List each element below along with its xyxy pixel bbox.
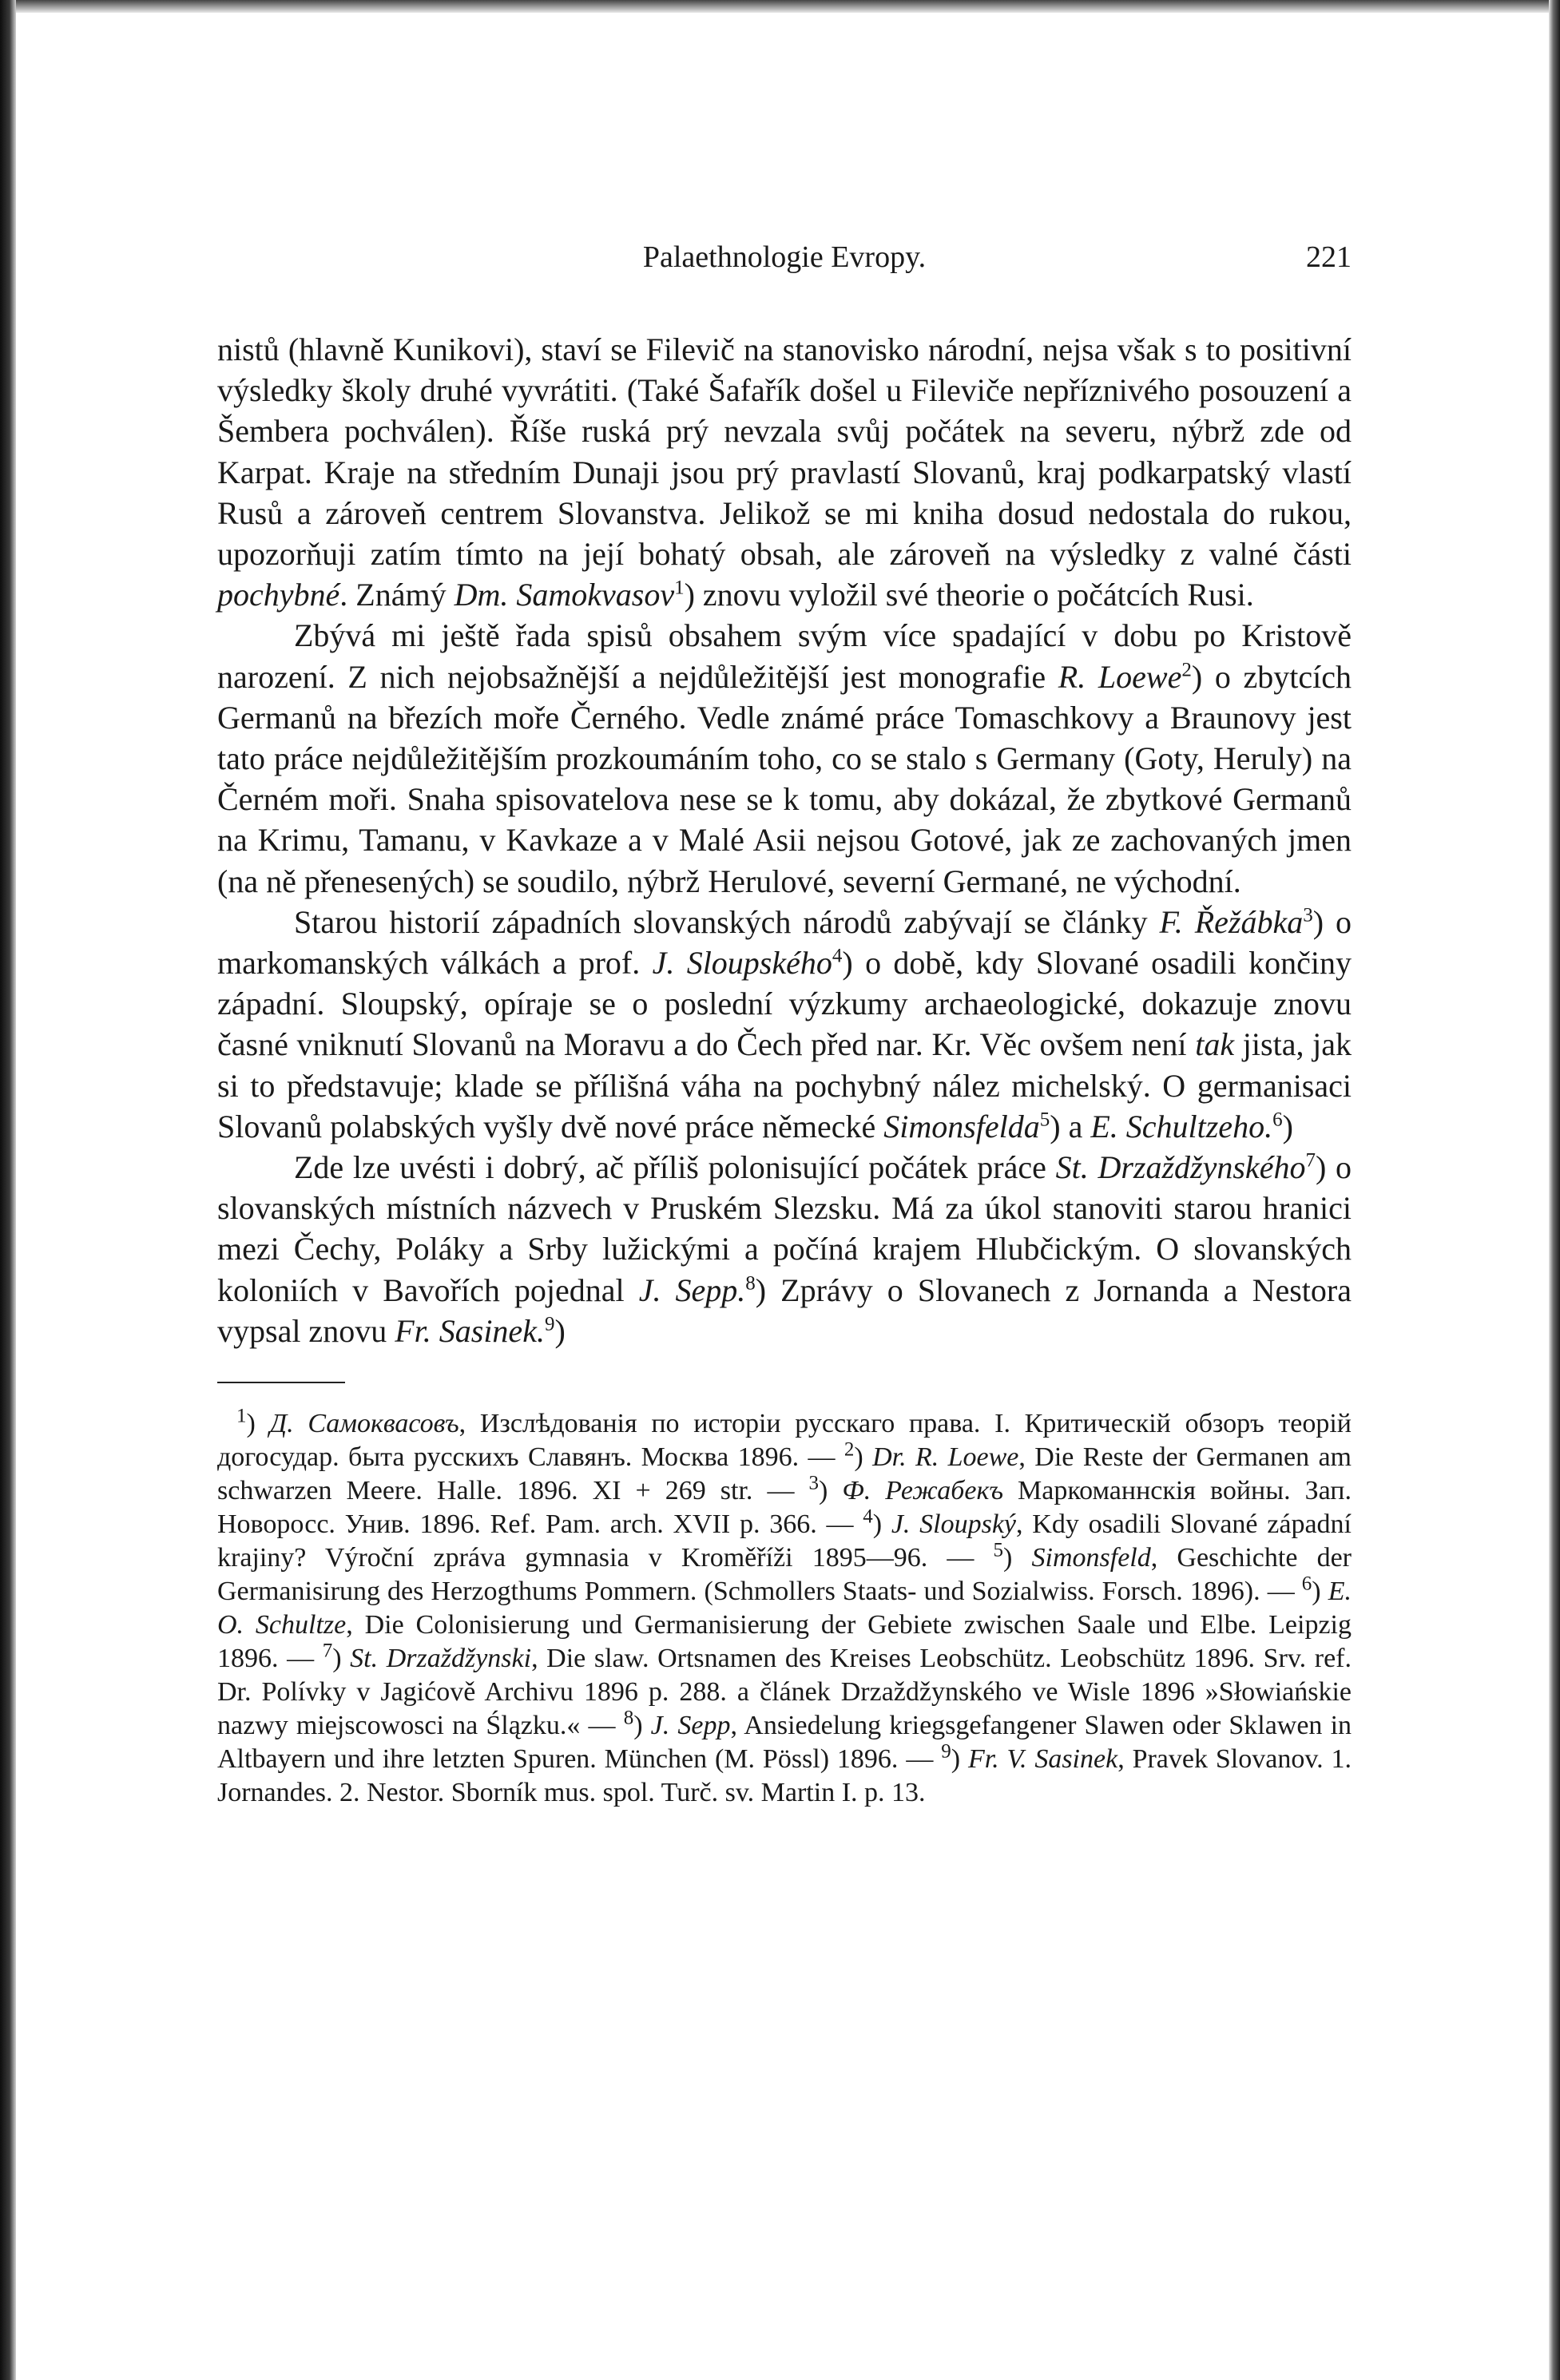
text-run: ) — [872, 1509, 891, 1540]
text-run: , Изслѣдованія по исторіи русскаго права. I. Критическій обзоръ теорій догосудар. быта русскихъ Славянъ. Москва 1896. — — [217, 1409, 1352, 1473]
footnote-number: 8 — [623, 1707, 634, 1729]
text-run: , Geschichte der Germanisirung des Herzogthums Pommern. (Schmollers Staats- und Sozialwiss. Forsch. 1896). — — [217, 1543, 1352, 1607]
footnote-ref: 9 — [544, 1313, 555, 1335]
author-name: J. Sepp. — [638, 1271, 746, 1308]
author-name: E. O. Schultze — [217, 1577, 1352, 1640]
footnote-number: 4 — [863, 1505, 873, 1528]
running-title: Palaethnologie Evropy. — [642, 240, 927, 274]
author-name: J. Sloupského — [652, 945, 832, 982]
author-name: Simonsfelda — [883, 1108, 1040, 1144]
text-run: jista, jak si to představuje; klade se přílišná váha na pochybný nález michelský. O germanisaci Slovanů polabských vyšly dvě nové práce německé — [217, 1026, 1352, 1144]
text-run: Zde lze uvésti i dobrý, ač příliš polonisující počátek práce — [294, 1149, 1056, 1186]
author-name: R. Loewe — [1058, 658, 1182, 695]
text-run: , Kdy osadili Slované západní krajiny? Výroční zpráva gymnasia v Kroměříži 1895—96. — — [217, 1509, 1352, 1573]
main-text — [217, 329, 1352, 1351]
page-edge-top — [0, 0, 1560, 13]
italic-run: tak — [1195, 1026, 1235, 1063]
footnote-number: 1 — [236, 1405, 247, 1427]
author-name: F. Řežábka — [1159, 903, 1304, 940]
text-run: ) o markomanských válkách a prof. — [217, 903, 1352, 982]
text-run: ) — [1003, 1543, 1032, 1573]
text-run: ) o slovanských místních názvech v Pruském Slezsku. Má za úkol stanoviti starou hranici mezi Čechy, Poláky a Srby lužickými a počíná krajem Hlubčickým. O slovanských koloniích v Bavořích pojednal — [217, 1149, 1352, 1308]
text-run: ) — [332, 1644, 351, 1674]
author-name: J. Sloupský — [891, 1509, 1017, 1540]
text-run: , Pravek Slovanov. 1. Jornandes. 2. Nestor. Sborník mus. spol. Turč. sv. Martin I. p. 13. — [217, 1744, 1352, 1808]
text-run: ) — [1282, 1108, 1293, 1144]
footnote-ref: 6 — [1272, 1109, 1283, 1131]
footnote-separator — [217, 1382, 345, 1383]
author-name: Д. Самоквасовъ — [269, 1409, 459, 1439]
text-run: Маркоманнскія войны. Зап. Новоросс. Унив. 1896. Ref. Pam. arch. XVII p. 366. — — [217, 1476, 1352, 1540]
footnotes — [217, 1407, 1352, 1810]
text-run: , Die Colonisierung und Germanisierung der Gebiete zwischen Saale und Elbe. Leipzig 1896. — — [217, 1610, 1352, 1674]
author-name: Simonsfeld — [1031, 1543, 1151, 1573]
text-run: , Die Reste der Germanen am schwarzen Meere. Halle. 1896. XI + 269 str. — — [217, 1442, 1352, 1506]
footnote-ref: 5 — [1039, 1109, 1050, 1131]
footnote-ref: 4 — [832, 945, 843, 967]
footnote-ref: 8 — [745, 1272, 756, 1295]
text-run: ) — [554, 1312, 566, 1349]
running-header — [217, 240, 1352, 288]
italic-run: pochybné — [217, 577, 340, 613]
text-run: ) o době, kdy Slované osadili končiny západní. Sloupský, opíraje se o poslední výzkumy archaeologické, dokazuje znovu časné vniknutí Slovanů na Moravu a do Čech před nar. Kr. Věc ovšem není — [217, 945, 1352, 1063]
author-name: E. Schultzeho. — [1090, 1108, 1273, 1144]
book-page — [217, 240, 1352, 1810]
author-name: J. Sepp — [650, 1711, 731, 1741]
text-run: ) — [854, 1442, 873, 1473]
author-name: Ф. Режабекъ — [842, 1476, 1003, 1506]
page-edge-right — [1549, 0, 1560, 2380]
footnote-ref: 7 — [1305, 1149, 1316, 1172]
page-edge-left — [0, 0, 16, 2380]
text-run: ) a — [1050, 1108, 1091, 1144]
footnote-number: 5 — [993, 1539, 1004, 1561]
paragraph-1 — [217, 329, 1352, 615]
text-run: ) — [951, 1744, 968, 1775]
footnote-block — [217, 1407, 1352, 1810]
footnote-ref: 3 — [1303, 904, 1313, 926]
text-run: nistů (hlavně Kunikovi), staví se Filevič na stanovisko národní, nejsa však s to positivní výsledky školy druhé vyvrátiti. (Také Šafařík došel u Fileviče nepříznivého posouzení a Šembera pochválen). Říše ruská prý nevzala svůj počátek na severu, nýbrž zde od Karpat. Kraje na středním Dunaji jsou prý pravlastí Slovanů, kraj podkarpatský vlastí Rusů a zároveň centrem Slovanstva. Jelikož se mi kniha dosud nedostala do rukou, upozorňuji zatím tímto na její bohatý obsah, ale zároveň na výsledky z valné části — [217, 331, 1352, 573]
footnote-ref: 2 — [1181, 659, 1192, 681]
footnote-number: 7 — [322, 1640, 333, 1662]
author-name: Dr. R. Loewe — [872, 1442, 1019, 1473]
text-run: ) o zbytcích Germanů na březích moře Černého. Vedle známé práce Tomaschkovy a Braunovy jest tato práce nejdůležitějším prozkoumáním toho, co se stalo s Germany (Goty, Heruly) na Černém moři. Snaha spisovatelova nese se k tomu, aby dokázal, že zbytkové Germanů na Krimu, Tamanu, v Kavkaze a v Malé Asii nejsou Gotové, jak ze zachovaných jmen (na ně přenesených) se soudilo, nýbrž Herulové, severní Germané, ne východní. — [217, 658, 1352, 899]
text-run: , Die slaw. Ortsnamen des Kreises Leobschütz. Leobschütz 1896. Srv. ref. Dr. Polívky v Jagićově Archivu 1896 p. 288. a článek Drzaždžynského ve Wisle 1896 »Słowiańskie nazwy miejscowosci na Ślązku.« — — [217, 1644, 1352, 1741]
text-run: ) znovu vyložil své theorie o počátcích Rusi. — [684, 577, 1254, 613]
paragraph-3 — [217, 902, 1352, 1147]
text-run: ) — [633, 1711, 651, 1741]
text-run: ) — [819, 1476, 843, 1506]
text-run: ) — [1312, 1577, 1328, 1607]
paragraph-4 — [217, 1147, 1352, 1351]
footnote-number: 9 — [941, 1740, 951, 1763]
footnote-number: 2 — [844, 1438, 855, 1461]
author-name: St. Drzaždžynski — [350, 1644, 532, 1674]
paragraph-2 — [217, 615, 1352, 901]
author-name: Dm. Samokvasov — [454, 577, 675, 613]
author-name: St. Drzaždžynského — [1055, 1149, 1306, 1186]
page-number: 221 — [1306, 240, 1352, 274]
text-run: . Známý — [339, 577, 455, 613]
author-name: Fr. V. Sasinek — [967, 1744, 1118, 1775]
footnote-ref: 1 — [674, 577, 685, 599]
footnote-number: 3 — [808, 1472, 820, 1494]
text-run: , Ansiedelung kriegsgefangener Slawen oder Sklawen in Altbayern und ihre letzten Spuren. München (M. Pössl) 1896. — — [217, 1711, 1352, 1775]
text-run: Starou historií západních slovanských národů zabývají se články — [294, 903, 1160, 940]
footnote-number: 6 — [1301, 1573, 1312, 1595]
author-name: Fr. Sasinek. — [395, 1312, 545, 1349]
text-run: ) — [246, 1409, 270, 1439]
text-run: ) Zprávy o Slovanech z Jornanda a Nestora vypsal znovu — [217, 1271, 1352, 1349]
text-run: Zbývá mi ještě řada spisů obsahem svým více spadající v dobu po Kristově narození. Z nich nejobsažnější a nejdůležitější jest monografie — [217, 617, 1352, 695]
